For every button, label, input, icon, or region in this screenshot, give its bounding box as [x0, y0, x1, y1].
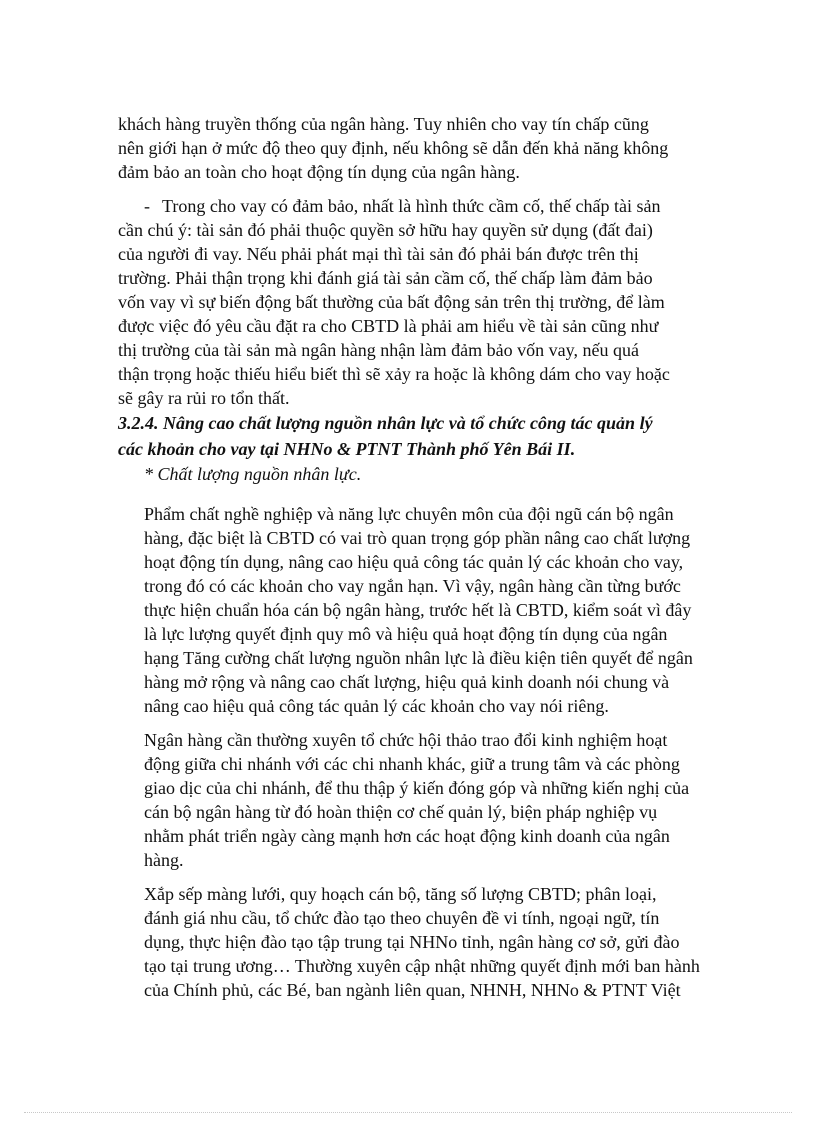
text-line: giao dịc của chi nhánh, để thu thập ý kiến đóng góp và những kiến nghị của — [144, 778, 690, 798]
text-line: thực hiện chuẩn hóa cán bộ ngân hàng, trước hết là CBTD, kiểm soát vì đây — [144, 600, 692, 620]
text-line: của người đi vay. Nếu phải phát mại thì tài sản đó phải bán được trên thị — [118, 244, 639, 264]
text-line: tạo tại trung ương… Thường xuyên cập nhật những quyết định mới ban hành — [144, 956, 700, 976]
text-line: thận trọng hoặc thiếu hiểu biết thì sẽ xảy ra hoặc là không dám cho vay hoặc — [118, 364, 670, 384]
heading-line: các khoản cho vay tại NHNo & PTNT Thành phố Yên Bái II. — [118, 439, 576, 459]
text-line: dụng, thực hiện đào tạo tập trung tại NHNo tỉnh, ngân hàng cơ sở, gửi đào — [144, 932, 680, 952]
text-line: Xắp sếp màng lưới, quy hoạch cán bộ, tăng số lượng CBTD; phân loại, — [144, 884, 657, 904]
text-line: trong đó có các khoản cho vay ngắn hạn. Vì vậy, ngân hàng cần từng bước — [144, 576, 681, 596]
text-line: cán bộ ngân hàng từ đó hoàn thiện cơ chế quản lý, biện pháp nghiệp vụ — [144, 802, 658, 822]
text-line: là lực lượng quyết định quy mô và hiệu quả hoạt động tín dụng của ngân — [144, 624, 668, 644]
bullet-paragraph — [118, 194, 698, 410]
text-line: trường. Phải thận trọng khi đánh giá tài sản cầm cố, thế chấp làm đảm bảo — [118, 268, 653, 288]
text-line: sẽ gây ra rủi ro tổn thất. — [118, 388, 290, 408]
text-line: hàng, đặc biệt là CBTD có vai trò quan trọng góp phần nâng cao chất lượng — [144, 528, 691, 548]
paragraph — [118, 728, 698, 872]
bullet-dash: - — [144, 196, 150, 216]
text-line: được việc đó yêu cầu đặt ra cho CBTD là phải am hiểu về tài sản cũng như — [118, 316, 659, 336]
text-line: vốn vay vì sự biến động bất thường của bất động sản trên thị trường, để làm — [118, 292, 665, 312]
text-line: nhằm phát triển ngày càng mạnh hơn các hoạt động kinh doanh của ngân — [144, 826, 670, 846]
text-line: động giữa chi nhánh với các chi nhanh khác, giữ a trung tâm và các phòng — [144, 754, 680, 774]
heading-line: 3.2.4. Nâng cao chất lượng nguồn nhân lực và tổ chức công tác quản lý — [118, 413, 653, 433]
text-line: của Chính phủ, các Bé, ban ngành liên quan, NHNH, NHNo & PTNT Việt — [144, 980, 681, 1000]
text-line: hàng. — [144, 850, 184, 870]
text-line: khách hàng truyền thống của ngân hàng. Tuy nhiên cho vay tín chấp cũng — [118, 114, 649, 134]
text-line: hàng mở rộng và nâng cao chất lượng, hiệu quả kinh doanh nói chung và — [144, 672, 670, 692]
paragraph — [118, 502, 698, 718]
section-heading — [118, 410, 698, 462]
paragraph-continuation — [118, 112, 698, 184]
text-line: hạng Tăng cường chất lượng nguồn nhân lực là điều kiện tiên quyết để ngân — [144, 648, 693, 668]
text-line: đảm bảo an toàn cho hoạt động tín dụng của ngân hàng. — [118, 162, 520, 182]
paragraph — [118, 882, 698, 1002]
text-line: Phẩm chất nghề nghiệp và năng lực chuyên môn của đội ngũ cán bộ ngân — [144, 504, 674, 524]
bullet-first-line — [118, 194, 698, 218]
text-line: nâng cao hiệu quả công tác quản lý các khoản cho vay nói riêng. — [144, 696, 609, 716]
text-line: hoạt động tín dụng, nâng cao hiệu quả công tác quản lý các khoản cho vay, — [144, 552, 684, 572]
text-line: Ngân hàng cần thường xuyên tổ chức hội thảo trao đổi kinh nghiệm hoạt — [144, 730, 668, 750]
sub-heading: * Chất lượng nguồn nhân lực. — [144, 464, 362, 484]
text-line: đánh giá nhu cầu, tổ chức đào tạo theo chuyên đề vi tính, ngoại ngữ, tín — [144, 908, 660, 928]
text-line: cần chú ý: tài sản đó phải thuộc quyền sở hữu hay quyền sử dụng (đất đai) — [118, 220, 653, 240]
page-bottom-rule — [24, 1112, 792, 1113]
bullet-body — [118, 218, 698, 410]
text-line: Trong cho vay có đảm bảo, nhất là hình thức cầm cố, thế chấp tài sản — [162, 196, 661, 216]
document-body — [118, 112, 698, 1002]
text-line: thị trường của tài sản mà ngân hàng nhận làm đảm bảo vốn vay, nếu quá — [118, 340, 639, 360]
text-line: nên giới hạn ở mức độ theo quy định, nếu không sẽ dẫn đến khả năng không — [118, 138, 669, 158]
